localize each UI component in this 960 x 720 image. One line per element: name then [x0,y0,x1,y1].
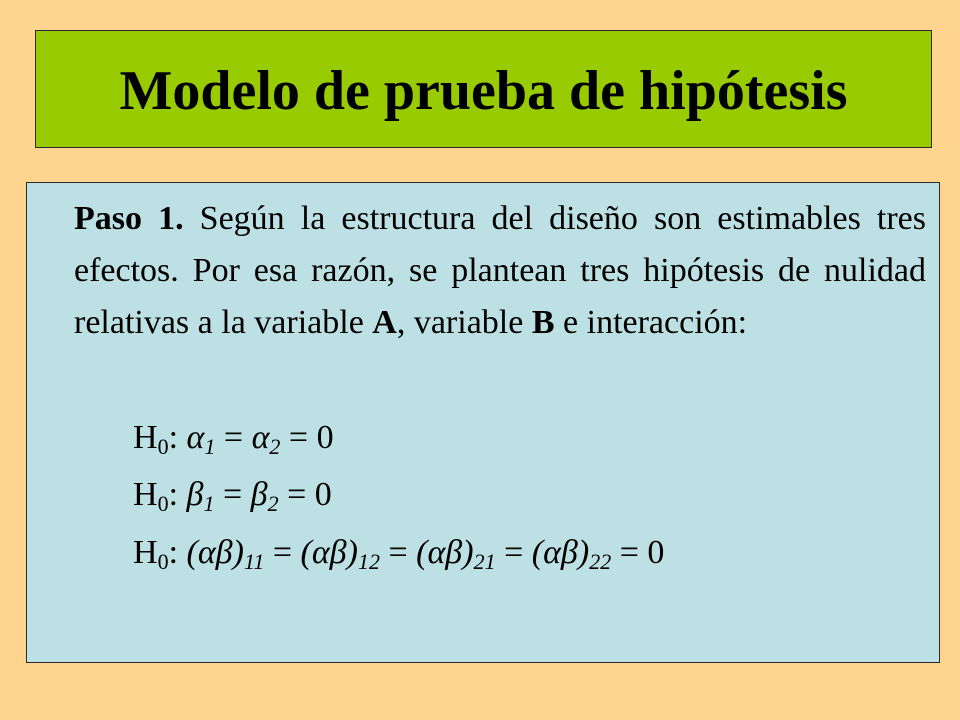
interaction-symbol: (αβ) [300,534,358,571]
title-box [35,30,932,148]
hypothesis-alpha: $H_0$: $\alpha_1 = \alpha_2 = 0$ [133,419,334,459]
alpha-symbol: α [186,419,205,456]
h-letter: H [133,476,158,513]
equals-sign: = [379,534,417,571]
step-label: Paso 1. [74,200,184,237]
variable-b: B [531,304,555,341]
hypothesis-interaction: $H_0$: $(\alpha\beta)_{11} = (\alpha\beta)_{12} = (\alpha\beta)_{21} = (\alpha\beta)_{22} = 0$ [133,534,665,574]
h-subscript: 0 [157,549,169,574]
h-subscript: 0 [157,434,169,459]
h-letter: H [133,419,158,456]
paragraph-text-2: , variable [396,304,532,341]
beta-symbol: β [250,476,268,513]
alpha-symbol: α [251,419,270,456]
beta-symbol: β [186,476,204,513]
interaction-subscript-11: 11 [243,549,265,574]
beta-subscript-1: 1 [203,491,215,516]
alpha-subscript-2: 2 [269,434,281,459]
equals-zero: = 0 [611,534,665,571]
equals-zero: = 0 [280,419,334,456]
beta-subscript-2: 2 [267,491,279,516]
equals-sign: = [264,534,301,571]
interaction-symbol: (αβ) [416,534,474,571]
h-letter: H [133,534,158,571]
interaction-subscript-12: 12 [357,549,380,574]
equals-zero: = 0 [278,476,332,513]
equals-sign: = [495,534,532,571]
equals-sign: = [214,476,251,513]
interaction-symbol: (αβ) [531,534,590,571]
equals-sign: = [215,419,252,456]
interaction-subscript-22: 22 [589,549,612,574]
paragraph-text-3: e interacción: [554,304,748,341]
interaction-subscript-21: 21 [473,549,496,574]
paragraph-text-1: Según la estructura del diseño son estimables tres efectos. Por esa razón, se plantean tres hipótesis de nulidad relativas a la variable [74,200,927,341]
step-paragraph [74,193,926,349]
h-subscript: 0 [157,491,169,516]
variable-a: A [372,304,397,341]
alpha-subscript-1: 1 [204,434,216,459]
slide-title: Modelo de prueba de hipótesis [119,60,848,122]
interaction-symbol: (αβ) [186,534,244,571]
content-box [26,182,940,663]
hypothesis-beta: $H_0$: $\beta_1 = \beta_2 = 0$ [133,476,332,516]
